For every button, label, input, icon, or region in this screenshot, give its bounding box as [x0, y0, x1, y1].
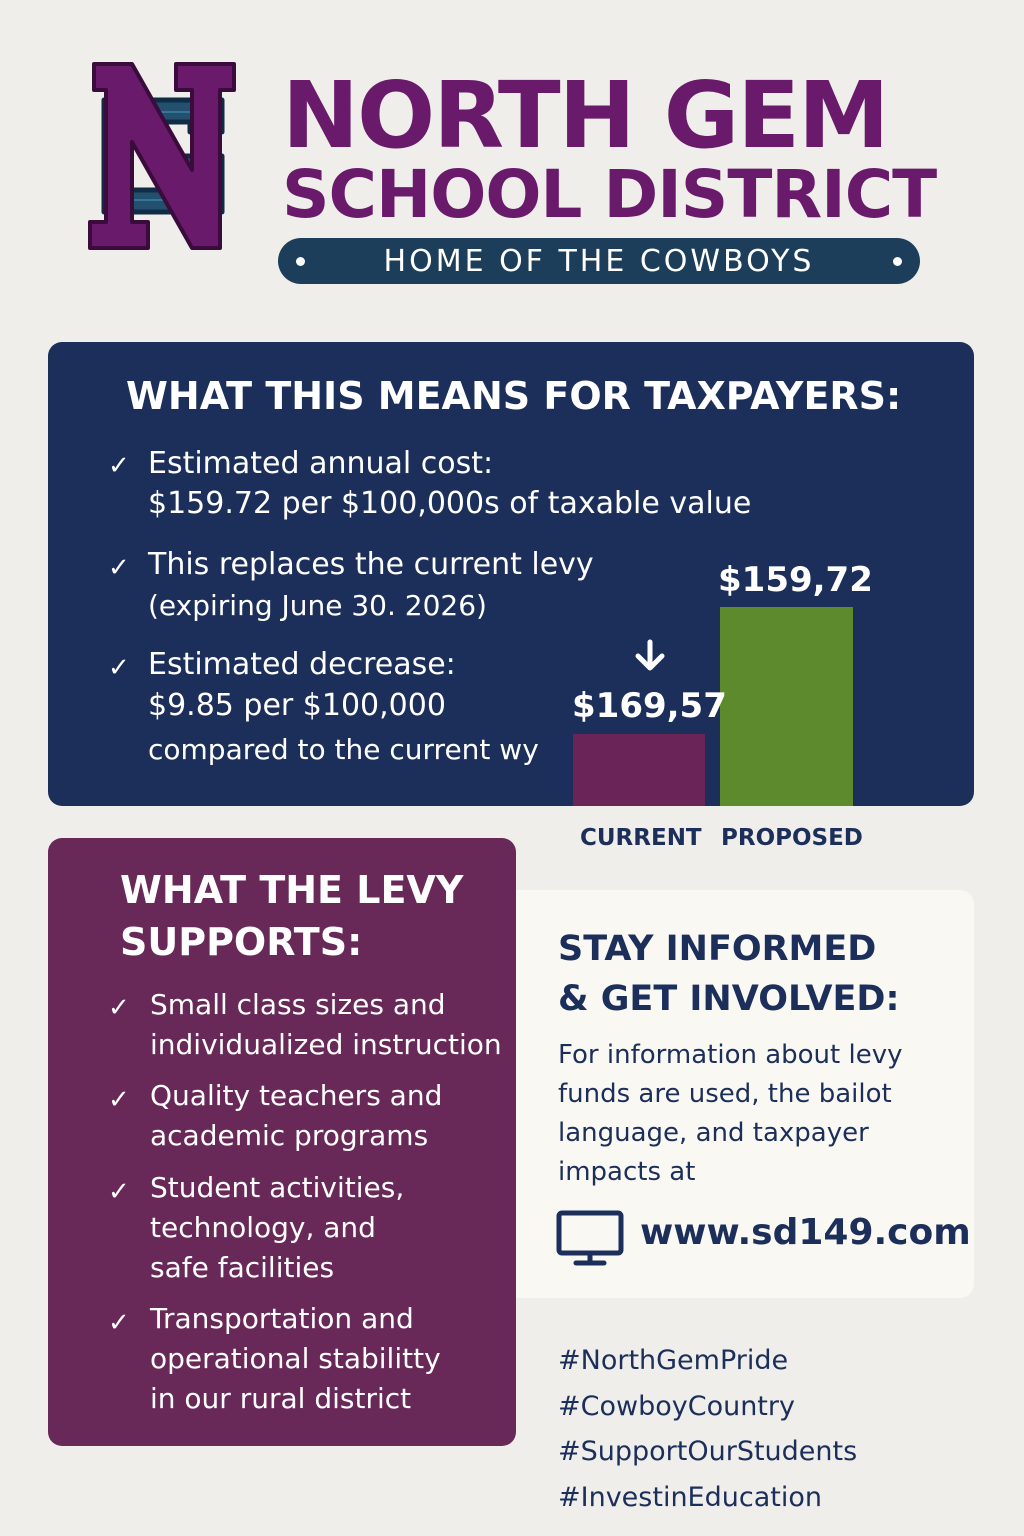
- levy-item-1-line2: individualized instruction: [150, 1028, 502, 1061]
- info-heading-line2: & GET INVOLVED:: [558, 979, 900, 1019]
- logo-n-shape: [90, 64, 234, 248]
- check-icon: ✓: [108, 1085, 130, 1115]
- tax-item-3-line3: compared to the current wy: [148, 733, 539, 766]
- tagline-banner: [278, 238, 920, 284]
- levy-item-4-line1: Transportation and: [150, 1302, 414, 1335]
- tax-item-1-line2: $159.72 per $100,000s of taxable value: [148, 486, 752, 521]
- check-icon: ✓: [108, 993, 130, 1023]
- tax-item-3-line1: Estimated decrease:: [148, 647, 456, 682]
- tax-item-2-line2: (expiring June 30. 2026): [148, 589, 487, 622]
- data-label-proposed: $159,72: [718, 560, 873, 600]
- bar-current: [573, 734, 705, 806]
- taxpayer-heading: WHAT THIS MEANS FOR TAXPAYERS:: [126, 374, 902, 418]
- info-body-line: impacts at: [558, 1157, 696, 1187]
- category-label-proposed: PROPOSED: [721, 825, 863, 851]
- district-name-line1: NORTH GEM: [282, 62, 888, 169]
- check-icon: ✓: [108, 451, 130, 481]
- levy-item-4-line3: in our rural district: [150, 1382, 412, 1415]
- info-body-line: language, and taxpayer: [558, 1118, 869, 1148]
- check-icon: ✓: [108, 653, 130, 683]
- data-label-current: $169,57: [572, 686, 727, 726]
- levy-item-2-line2: academic programs: [150, 1119, 429, 1152]
- bullet-dot-left: [296, 257, 305, 266]
- bar-proposed: [720, 607, 853, 806]
- hashtag: #InvestinEducation: [558, 1481, 822, 1513]
- hashtag: #NorthGemPride: [558, 1345, 789, 1376]
- tax-item-3-line2: $9.85 per $100,000: [148, 688, 446, 723]
- district-name-line2: SCHOOL DISTRICT: [282, 156, 937, 233]
- levy-item-2-line1: Quality teachers and: [150, 1079, 443, 1112]
- website-link[interactable]: www.sd149.com: [640, 1212, 971, 1253]
- check-icon: ✓: [108, 1308, 130, 1338]
- down-arrow-icon: [630, 636, 670, 676]
- bullet-dot-right: [893, 257, 902, 266]
- hashtag: #CowboyCountry: [558, 1390, 795, 1422]
- check-icon: ✓: [108, 1177, 130, 1207]
- hashtag: #SupportOurStudents: [558, 1436, 858, 1467]
- tagline-text: HOME OF THE COWBOYS: [383, 243, 815, 279]
- levy-item-1-line1: Small class sizes and: [150, 988, 446, 1021]
- info-heading-line1: STAY INFORMED: [558, 929, 877, 969]
- tax-item-2-line1: This replaces the current levy: [148, 547, 594, 582]
- info-body-line: For information about levy: [558, 1040, 903, 1070]
- tax-item-1-line1: Estimated annual cost:: [148, 446, 494, 481]
- levy-item-3-line1: Student activities,: [150, 1171, 405, 1204]
- monitor-icon: [556, 1210, 624, 1266]
- info-body-line: funds are used, the bailot: [558, 1079, 892, 1109]
- levy-item-3-line3: safe facilities: [150, 1251, 335, 1284]
- levy-item-4-line2: operational stabilitty: [150, 1342, 441, 1375]
- levy-heading-line2: SUPPORTS:: [120, 920, 363, 964]
- levy-heading-line1: WHAT THE LEVY: [120, 868, 464, 912]
- check-icon: ✓: [108, 553, 130, 583]
- hashtag-list: [558, 1338, 857, 1520]
- district-logo: [72, 60, 254, 252]
- levy-item-3-line2: technology, and: [150, 1211, 376, 1244]
- info-body: [558, 1036, 903, 1192]
- category-label-current: CURRENT: [580, 825, 702, 851]
